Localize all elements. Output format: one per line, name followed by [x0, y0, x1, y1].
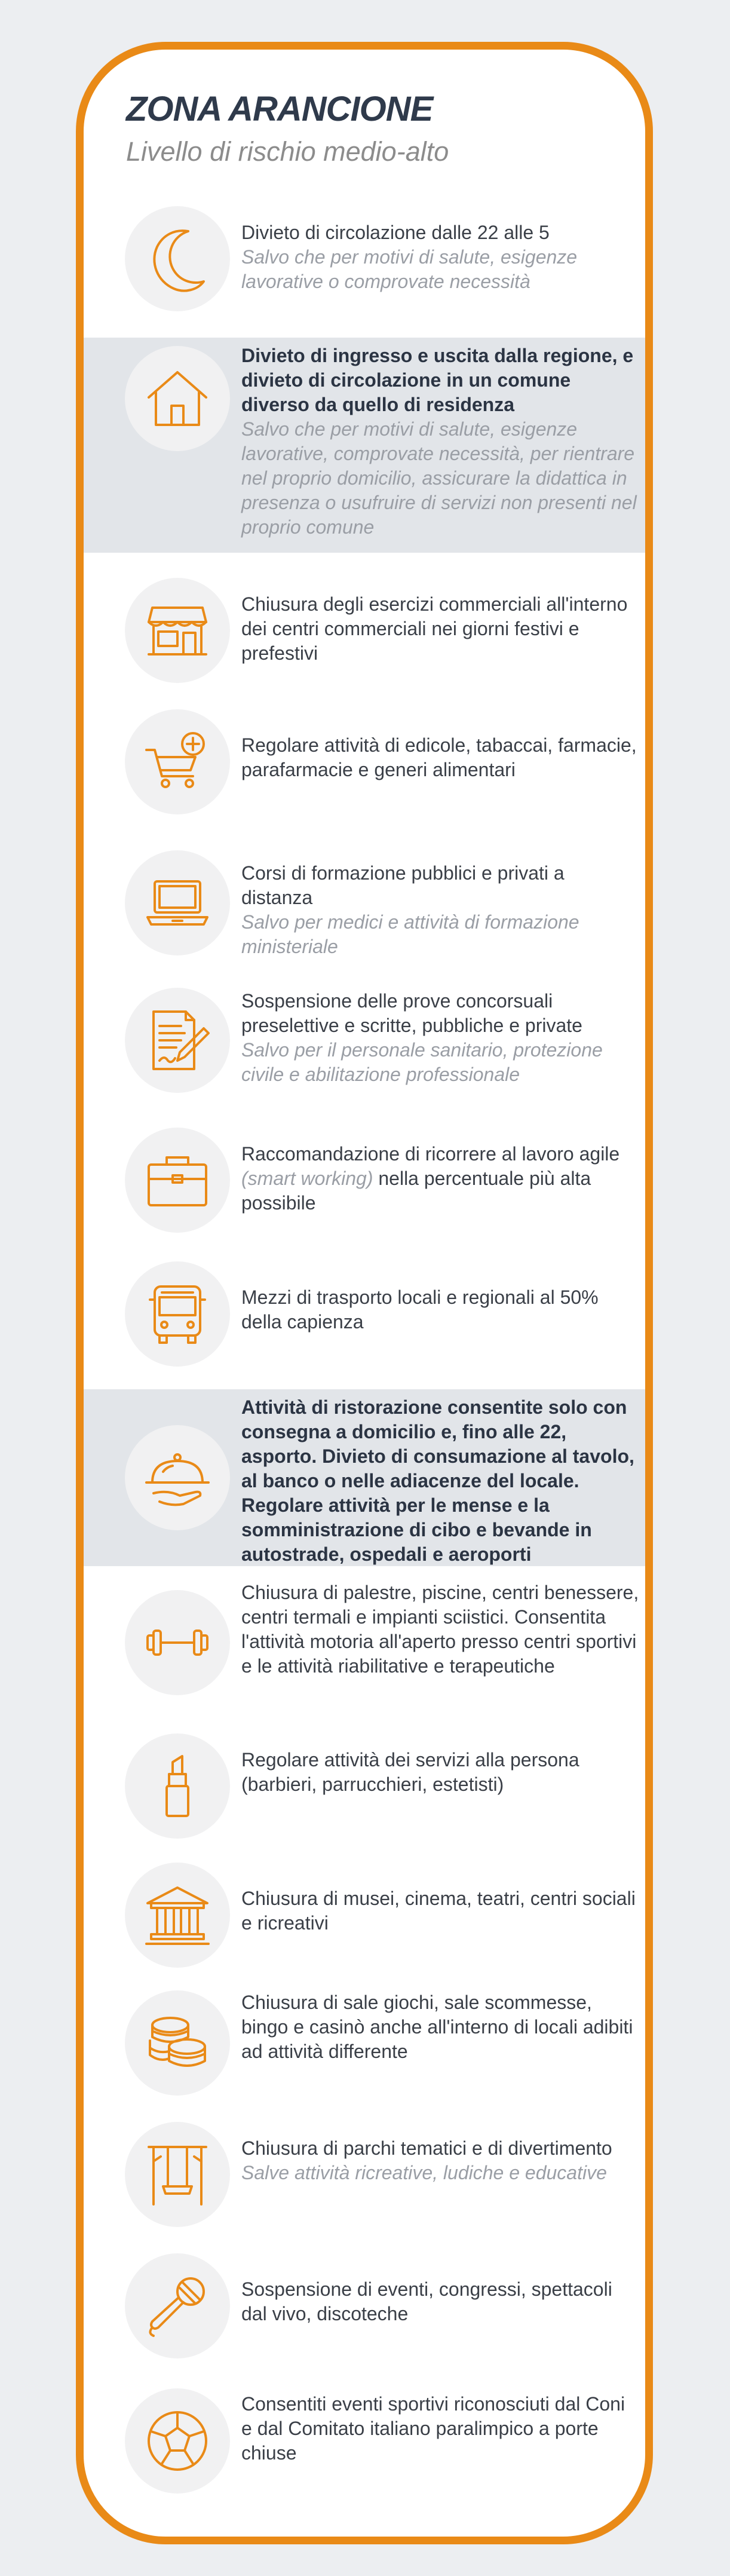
- icon-circle: [125, 1733, 230, 1839]
- item-text: Consentiti eventi sportivi riconosciuti dal Coni e dal Comitato italiano paralimpico a porte chiuse: [241, 2393, 625, 2464]
- icon-circle: [125, 2388, 230, 2494]
- list-item-smart-working: [84, 1114, 645, 1246]
- list-item-personal-services: [84, 1720, 645, 1852]
- icon-circle: [125, 578, 230, 683]
- briefcase-icon: [142, 1144, 213, 1216]
- item-text: Divieto di ingresso e uscita dalla regione, e divieto di circolazione in un comune diverso da quello di residenza: [241, 345, 634, 415]
- item-text: Divieto di circolazione dalle 22 alle 5: [241, 222, 550, 243]
- item-text: Chiusura di parchi tematici e di divertimento: [241, 2137, 612, 2159]
- list-item-malls: [84, 565, 645, 696]
- item-text: Chiusura degli esercizi commerciali all'interno dei centri commerciali nei giorni festivi e prefestivi: [241, 593, 628, 664]
- list-item-gyms: [84, 1579, 645, 1717]
- list-item-museums: [84, 1849, 645, 1981]
- list-item-restaurants: [84, 1389, 645, 1566]
- page-title: ZONA ARANCIONE: [126, 90, 433, 128]
- icon-circle: [125, 850, 230, 955]
- item-text: Chiusura di musei, cinema, teatri, centri sociali e ricreativi: [241, 1888, 636, 1934]
- list-item-curfew: [84, 193, 645, 324]
- page-subtitle: Livello di rischio medio-alto: [126, 136, 449, 167]
- icon-circle: [125, 1590, 230, 1695]
- zone-card: [76, 42, 653, 2544]
- bus-icon: [142, 1278, 213, 1350]
- house-icon: [142, 363, 213, 434]
- icon-circle: [125, 2253, 230, 2358]
- icon-circle: [125, 1863, 230, 1968]
- item-text: Mezzi di trasporto locali e regionali al 50% della capienza: [241, 1287, 599, 1333]
- icon-circle: [125, 1990, 230, 2096]
- item-text: Sospensione delle prove concorsuali preselettive e scritte, pubbliche e private: [241, 990, 582, 1036]
- item-note: Salvo che per motivi di salute, esigenze lavorative o comprovate necessità: [241, 246, 578, 292]
- item-note: Salve attività ricreative, ludiche e educative: [241, 2162, 607, 2183]
- list-item-gaming: [84, 1977, 645, 2109]
- serving-cloche-icon: [142, 1442, 213, 1514]
- icon-circle: [125, 1128, 230, 1233]
- list-item-training: [84, 837, 645, 969]
- swing-icon: [142, 2139, 213, 2210]
- document-pen-icon: [142, 1004, 213, 1076]
- soccer-ball-icon: [142, 2405, 213, 2477]
- list-item-region-travel: [84, 338, 645, 553]
- lipstick-icon: [142, 1750, 213, 1822]
- icon-circle: [125, 1261, 230, 1367]
- icon-circle: [125, 346, 230, 451]
- shop-icon: [142, 595, 213, 666]
- item-text: Chiusura di palestre, piscine, centri benessere, centri termali e impianti sciistici. Consentita l'attività motoria all'aperto presso centri sportivi e le attività riabilitative e terapeutiche: [241, 1582, 639, 1677]
- list-item-exams: [84, 975, 645, 1106]
- list-item-sport-events: [84, 2375, 645, 2507]
- item-text: Regolare attività dei servizi alla persona (barbieri, parrucchieri, estetisti): [241, 1749, 579, 1795]
- icon-circle: [125, 1425, 230, 1530]
- item-note: Salvo che per motivi di salute, esigenze lavorative, comprovate necessità, per rientrare nel proprio domicilio, assicurare la didattica in presenza o usufruire di servizi non presenti nel proprio comune: [241, 418, 637, 538]
- icon-circle: [125, 988, 230, 1093]
- item-text: Raccomandazione di ricorrere al lavoro agile (smart working) nella percentuale più alta possibile: [241, 1143, 620, 1214]
- list-item-theme-parks: [84, 2109, 645, 2240]
- laptop-icon: [142, 867, 213, 939]
- moon-icon: [142, 223, 213, 295]
- item-text: Attività di ristorazione consentite solo con consegna a domicilio e, fino alle 22, asporto. Divieto di consumazione al tavolo, al banco o nelle adiacenze del locale. Regolare attività per le mense e la somministrazione di cibo e bevande in autostrade, ospedali e aeroporti: [241, 1396, 634, 1565]
- list-item-essential-shops: [84, 696, 645, 828]
- icon-circle: [125, 709, 230, 814]
- list-item-events: [84, 2240, 645, 2372]
- item-text: Chiusura di sale giochi, sale scommesse, bingo e casinò anche all'interno di locali adibiti ad attività differente: [241, 1992, 633, 2062]
- shopping-cart-icon: [142, 726, 213, 798]
- item-text: Sospensione di eventi, congressi, spettacoli dal vivo, discoteche: [241, 2278, 612, 2324]
- icon-circle: [125, 206, 230, 311]
- item-note: Salvo per medici e attività di formazione ministeriale: [241, 911, 579, 957]
- microphone-icon: [142, 2270, 213, 2342]
- item-text: Corsi di formazione pubblici e privati a distanza: [241, 862, 565, 908]
- museum-icon: [142, 1879, 213, 1951]
- icon-circle: [125, 2122, 230, 2227]
- dumbbell-icon: [142, 1607, 213, 1678]
- casino-chips-icon: [142, 2007, 213, 2079]
- list-item-transport: [84, 1248, 645, 1380]
- item-text: Regolare attività di edicole, tabaccai, farmacie, parafarmacie e generi alimentari: [241, 734, 637, 780]
- item-note: Salvo per il personale sanitario, protezione civile e abilitazione professionale: [241, 1039, 603, 1085]
